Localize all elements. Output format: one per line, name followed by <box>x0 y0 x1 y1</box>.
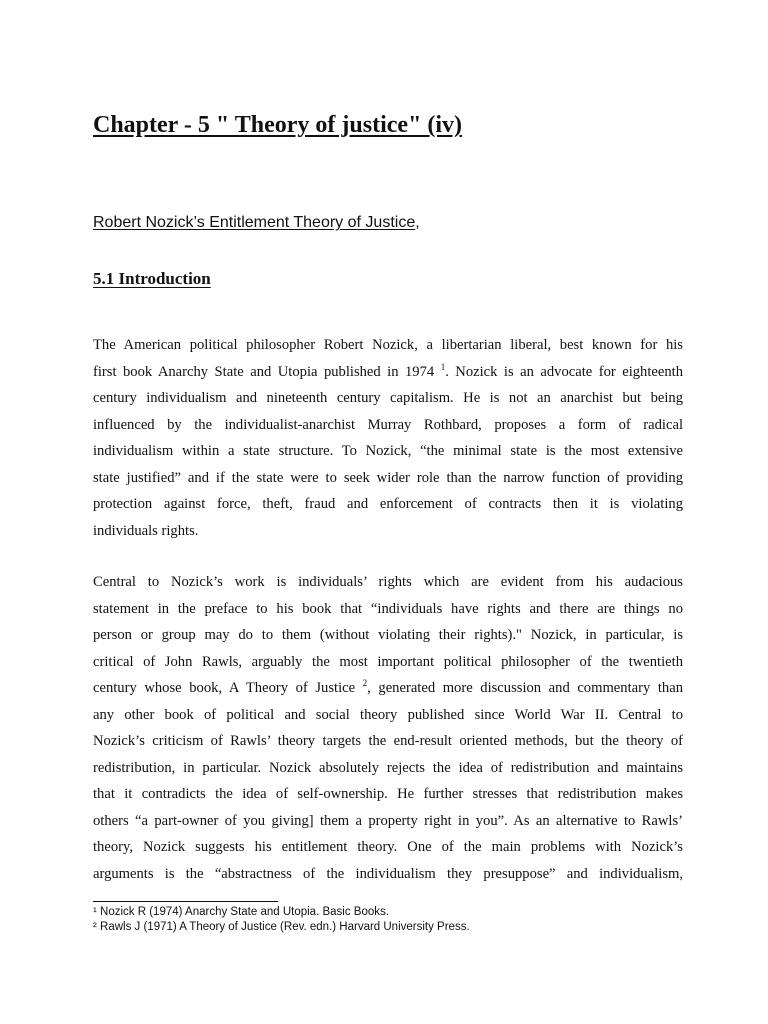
paragraph-2-line-1: Central to Nozick’s work is individuals’ rights which are evident from his audacious <box>93 574 683 590</box>
paragraph-2-line-7: Nozick’s criticism of Rawls’ theory targets the end-result oriented methods, but the theory of <box>93 733 683 749</box>
paragraph-2-line-5 <box>93 675 683 702</box>
paragraph-2-line-4: critical of John Rawls, arguably the most important political philosopher of the twentieth <box>93 653 683 670</box>
paragraph-2-line-5-text: century whose book, A Theory of Justice <box>93 680 363 696</box>
subtitle-trailing: , <box>415 214 420 231</box>
footnote-separator <box>93 901 278 902</box>
footnote-2: ² Rawls J (1971) A Theory of Justice (Rev. edn.) Harvard University Press. <box>93 921 470 933</box>
paragraph-1-line-2-rest: . Nozick is an advocate for eighteenth <box>445 363 683 380</box>
paragraph-2-line-11: theory, Nozick suggests his entitlement theory. One of the main problems with Nozick’s <box>93 839 683 855</box>
paragraph-1 <box>93 332 683 544</box>
chapter-title: Chapter - 5 " Theory of justice" (iv) <box>93 112 463 138</box>
paragraph-2-line-2: statement in the preface to his book that “individuals have rights and there are things no <box>93 600 683 617</box>
footnote-ref-2: 2 <box>362 678 368 689</box>
paragraph-2-line-10: others “a part-owner of you giving] them a property right in you”. As an alternative to Rawls’ <box>93 812 683 829</box>
paragraph-1-line-8: individuals rights. <box>93 522 199 539</box>
paragraph-2-line-6: any other book of political and social theory published since World War II. Central to <box>93 706 683 723</box>
paragraph-2-line-9: that it contradicts the idea of self-ownership. He further stresses that redistribution makes <box>93 786 683 802</box>
paragraph-2-line-3: person or group may do to them (without violating their rights)." Nozick, in particular, is <box>93 627 683 643</box>
paragraph-1-line-4: influenced by the individualist-anarchist Murray Rothbard, proposes a form of radical <box>93 416 683 433</box>
subtitle <box>93 214 420 232</box>
paragraph-1-line-5: individualism within a state structure. To Nozick, “the minimal state is the most extensive <box>93 443 683 459</box>
paragraph-1-line-3: century individualism and nineteenth century capitalism. He is not an anarchist but being <box>93 390 683 406</box>
paragraph-1-line-7: protection against force, theft, fraud and enforcement of contracts then it is violating <box>93 496 683 512</box>
paragraph-2 <box>93 569 683 887</box>
paragraph-2-line-8: redistribution, in particular. Nozick absolutely rejects the idea of redistribution and maintains <box>93 759 683 776</box>
paragraph-2-line-5-rest: , generated more discussion and commentary than <box>367 680 683 696</box>
section-heading: 5.1 Introduction <box>93 269 211 288</box>
footnote-ref-1: 1 <box>440 361 446 372</box>
paragraph-1-line-1: The American political philosopher Robert Nozick, a libertarian liberal, best known for his <box>93 337 683 353</box>
paragraph-1-line-2 <box>93 359 683 386</box>
subtitle-text: Robert Nozick’s Entitlement Theory of Justice <box>93 214 416 231</box>
paragraph-2-line-12: arguments is the “abstractness of the individualism they presuppose” and individualism, <box>93 865 683 882</box>
paragraph-1-line-2-text: first book Anarchy State and Utopia published in 1974 <box>93 363 441 380</box>
footnotes <box>93 905 470 935</box>
footnote-1: ¹ Nozick R (1974) Anarchy State and Utopia. Basic Books. <box>93 906 389 918</box>
paragraph-1-line-6: state justified” and if the state were to seek wider role than the narrow function of providing <box>93 469 683 486</box>
